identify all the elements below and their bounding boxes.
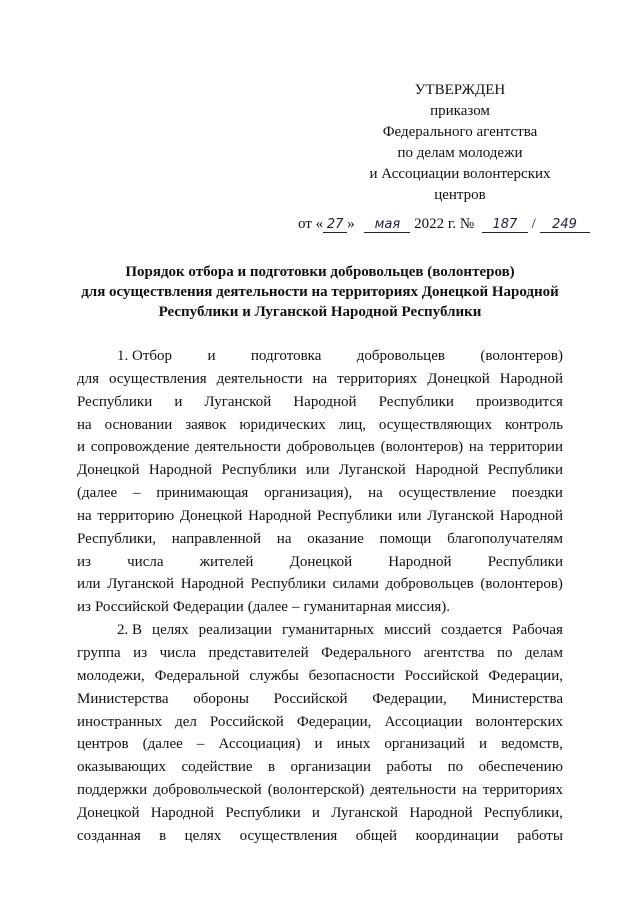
document-body <box>77 345 563 848</box>
body-line <box>77 596 563 619</box>
body-line <box>77 802 563 825</box>
body-word: работы <box>386 759 433 776</box>
body-line <box>77 345 563 368</box>
body-line <box>77 482 563 505</box>
body-word: (волонтеров) <box>480 576 563 593</box>
body-word: Федерации, <box>296 713 372 730</box>
body-word: организаций <box>384 736 465 753</box>
body-word: для <box>77 370 100 387</box>
approval-block <box>360 80 560 206</box>
body-word: или <box>306 462 330 479</box>
body-word: поддержки <box>77 782 148 799</box>
body-word: на <box>462 782 477 799</box>
body-word: общей <box>355 827 398 844</box>
order-separator: / <box>531 216 536 232</box>
body-word: Федерации <box>172 599 244 616</box>
body-word: Республики <box>221 462 297 479</box>
body-word: (далее <box>142 736 183 753</box>
approval-line: центров <box>434 187 486 203</box>
body-word: работы <box>517 827 563 844</box>
body-word: из <box>77 553 91 570</box>
body-word: осуществляющих <box>378 416 493 433</box>
body-word: благополучателям <box>447 530 563 547</box>
body-word: принимающая <box>156 485 249 502</box>
body-word: осуществление <box>398 485 496 502</box>
body-line <box>77 459 563 482</box>
body-word: деятельности <box>195 439 282 456</box>
body-word: Республики <box>378 393 454 410</box>
body-word: гуманитарных <box>282 622 375 639</box>
body-line <box>77 711 563 734</box>
body-line <box>77 528 563 551</box>
body-word: Донецкой <box>427 370 490 387</box>
order-quote-close: » <box>347 216 355 232</box>
body-word: оказание <box>307 530 364 547</box>
approval-line: по делам молодежи <box>397 145 523 161</box>
body-word: содействие <box>181 759 253 776</box>
body-word: на <box>77 507 92 524</box>
body-word: Ассоциация) <box>218 736 301 753</box>
body-word: Федеральной <box>154 667 240 684</box>
body-word: подготовка <box>250 348 322 364</box>
body-line <box>77 573 563 596</box>
heading-line: для осуществления деятельности на территориях Донецкой Народной <box>81 284 559 300</box>
body-word: помощи <box>379 530 432 547</box>
body-word: направленной <box>171 530 262 547</box>
body-word: обороны <box>193 690 249 707</box>
body-word: безопасности <box>308 667 395 684</box>
body-word: контроль <box>505 416 563 433</box>
body-word: Луганской <box>427 507 495 524</box>
body-word: в <box>267 759 276 776</box>
body-word: реализации <box>198 622 272 639</box>
body-line <box>77 391 563 414</box>
body-word: или <box>397 507 422 524</box>
body-line <box>77 619 563 642</box>
body-word: деятельности <box>216 370 303 387</box>
body-word: делам <box>525 644 563 661</box>
body-word: Донецкой <box>179 507 243 524</box>
body-word: миссия). <box>395 599 451 616</box>
body-word: 1. Отбор <box>117 348 173 364</box>
body-word: производится <box>475 393 563 410</box>
body-word: на <box>77 416 92 433</box>
body-line <box>77 642 563 665</box>
body-word: территориях <box>337 370 418 387</box>
body-word: Федерального <box>321 644 412 661</box>
body-word: основании <box>104 416 173 433</box>
body-word: Республики <box>250 576 326 593</box>
body-word: иных <box>336 736 371 753</box>
body-word: из <box>133 644 148 661</box>
heading-line: Республики и Луганской Народной Республики <box>158 304 482 320</box>
body-word: агентства <box>423 644 485 661</box>
body-word: представителей <box>208 644 309 661</box>
body-word: гуманитарная <box>303 599 392 616</box>
approval-line: и Ассоциации волонтерских <box>369 166 551 182</box>
body-word: службы <box>249 667 299 684</box>
body-word: Федерации, <box>488 667 563 684</box>
body-word: Ассоциации <box>384 713 463 730</box>
body-word: Народной <box>180 576 244 593</box>
body-word: добровольцев <box>356 348 445 364</box>
body-word: центров <box>77 736 129 753</box>
body-word: Российской <box>273 690 348 707</box>
body-word: из <box>77 599 91 616</box>
body-word: группа <box>77 644 121 661</box>
body-word: Республики <box>487 553 563 570</box>
order-year: 2022 г. № <box>414 216 475 232</box>
body-word: Народной <box>388 553 452 570</box>
body-word: Донецкой <box>77 804 140 821</box>
body-word: поездки <box>511 485 563 502</box>
order-date-number <box>298 216 590 233</box>
body-word: на <box>468 439 484 456</box>
body-word: (волонтеров) <box>480 348 563 364</box>
body-line <box>77 779 563 802</box>
body-word: организации <box>290 759 371 776</box>
body-word: миссий <box>384 622 431 639</box>
body-word: Донецкой <box>289 553 353 570</box>
heading-line: Порядок отбора и подготовки добровольцев (волонтеров) <box>125 264 515 280</box>
body-word: и <box>311 804 320 821</box>
body-line <box>77 551 563 574</box>
body-word: лиц, <box>338 416 366 433</box>
body-word: Республики, <box>77 530 156 547</box>
document-heading <box>40 262 600 322</box>
body-word: (волонтерской) <box>267 782 365 799</box>
approval-line: Федерального агентства <box>382 124 538 140</box>
body-line <box>77 733 563 756</box>
body-word: – <box>196 736 205 753</box>
order-prefix: от « <box>298 216 324 232</box>
body-word: Народной <box>499 507 563 524</box>
body-word: волонтерских <box>475 713 563 730</box>
body-word: Луганской <box>331 804 399 821</box>
approval-title: УТВЕРЖДЕН <box>414 82 506 98</box>
body-word: на <box>368 485 383 502</box>
body-word: – <box>291 599 300 616</box>
body-word: Луганской <box>107 576 175 593</box>
body-word: юридических <box>239 416 326 433</box>
body-line <box>77 688 563 711</box>
body-word: Народной <box>415 462 479 479</box>
body-line <box>77 756 563 779</box>
body-line <box>77 505 563 528</box>
handwritten-number-2: 249 <box>540 218 590 233</box>
body-word: добровольцев <box>385 576 474 593</box>
body-word: Федерации, <box>372 690 447 707</box>
body-line <box>77 825 563 848</box>
body-line <box>77 414 563 437</box>
body-word: (далее <box>247 599 288 616</box>
body-word: Министерства <box>471 690 563 707</box>
handwritten-day: 27 <box>323 218 347 233</box>
body-word: Российской <box>94 599 169 616</box>
body-word: силами <box>332 576 379 593</box>
body-word: Луганской <box>204 393 272 410</box>
body-word: Рабочая <box>512 622 563 639</box>
body-word: (волонтеров) <box>380 439 464 456</box>
body-word: добровольческой <box>153 782 262 799</box>
body-word: заявок <box>185 416 227 433</box>
body-word: территорию <box>97 507 175 524</box>
body-word: и <box>314 736 323 753</box>
handwritten-month: мая <box>364 218 410 233</box>
body-word: создается <box>441 622 503 639</box>
body-word: по <box>447 759 464 776</box>
body-word: и <box>77 439 86 456</box>
body-word: территориях <box>482 782 563 799</box>
body-word: обеспечению <box>478 759 563 776</box>
body-word: сопровождение <box>90 439 190 456</box>
body-line <box>77 368 563 391</box>
body-word: Народной <box>150 804 215 821</box>
body-word: целях <box>152 622 189 639</box>
body-word: Луганской <box>338 462 406 479</box>
body-word: 2. В <box>117 622 143 639</box>
body-word: территории <box>489 439 563 456</box>
body-word: Республики <box>317 507 393 524</box>
body-word: – <box>133 485 141 502</box>
body-word: Российской <box>209 713 284 730</box>
body-word: на <box>312 370 328 387</box>
body-word: (далее <box>77 485 118 502</box>
body-word: созданная <box>77 827 141 844</box>
body-word: координации <box>415 827 499 844</box>
body-word: числа <box>127 553 164 570</box>
body-word: жителей <box>199 553 254 570</box>
body-word: или <box>77 576 101 593</box>
body-word: на <box>276 530 292 547</box>
body-line <box>77 436 563 459</box>
body-word: организация), <box>264 485 353 502</box>
body-word: Народной <box>248 507 312 524</box>
body-word: числа <box>159 644 196 661</box>
body-word: молодежи, <box>77 667 145 684</box>
body-line <box>77 665 563 688</box>
handwritten-number-1: 187 <box>482 218 528 233</box>
body-word: оказывающих <box>77 759 167 776</box>
body-word: по <box>497 644 513 661</box>
body-word: иностранных <box>77 713 163 730</box>
body-word: целях <box>184 827 222 844</box>
body-word: и <box>207 348 216 364</box>
body-word: добровольцев <box>286 439 375 456</box>
body-word: в <box>159 827 167 844</box>
body-word: Российской <box>404 667 479 684</box>
body-word: осуществления <box>239 827 338 844</box>
body-word: Республики <box>487 462 563 479</box>
body-word: Республики, <box>483 804 563 821</box>
body-word: Народной <box>293 393 357 410</box>
body-word: Донецкой <box>77 462 140 479</box>
body-word: Министерства <box>77 690 169 707</box>
body-word: Народной <box>148 462 213 479</box>
body-word: Народной <box>409 804 473 821</box>
body-word: Республики <box>77 393 153 410</box>
body-word: Республики <box>225 804 301 821</box>
approval-line: приказом <box>430 103 490 119</box>
body-word: деятельности <box>370 782 457 799</box>
body-word: и <box>174 393 183 410</box>
body-word: ведомств, <box>501 736 563 753</box>
body-word: дел <box>175 713 197 730</box>
body-word: осуществления <box>109 370 207 387</box>
body-word: и <box>478 736 487 753</box>
body-word: Народной <box>499 370 563 387</box>
